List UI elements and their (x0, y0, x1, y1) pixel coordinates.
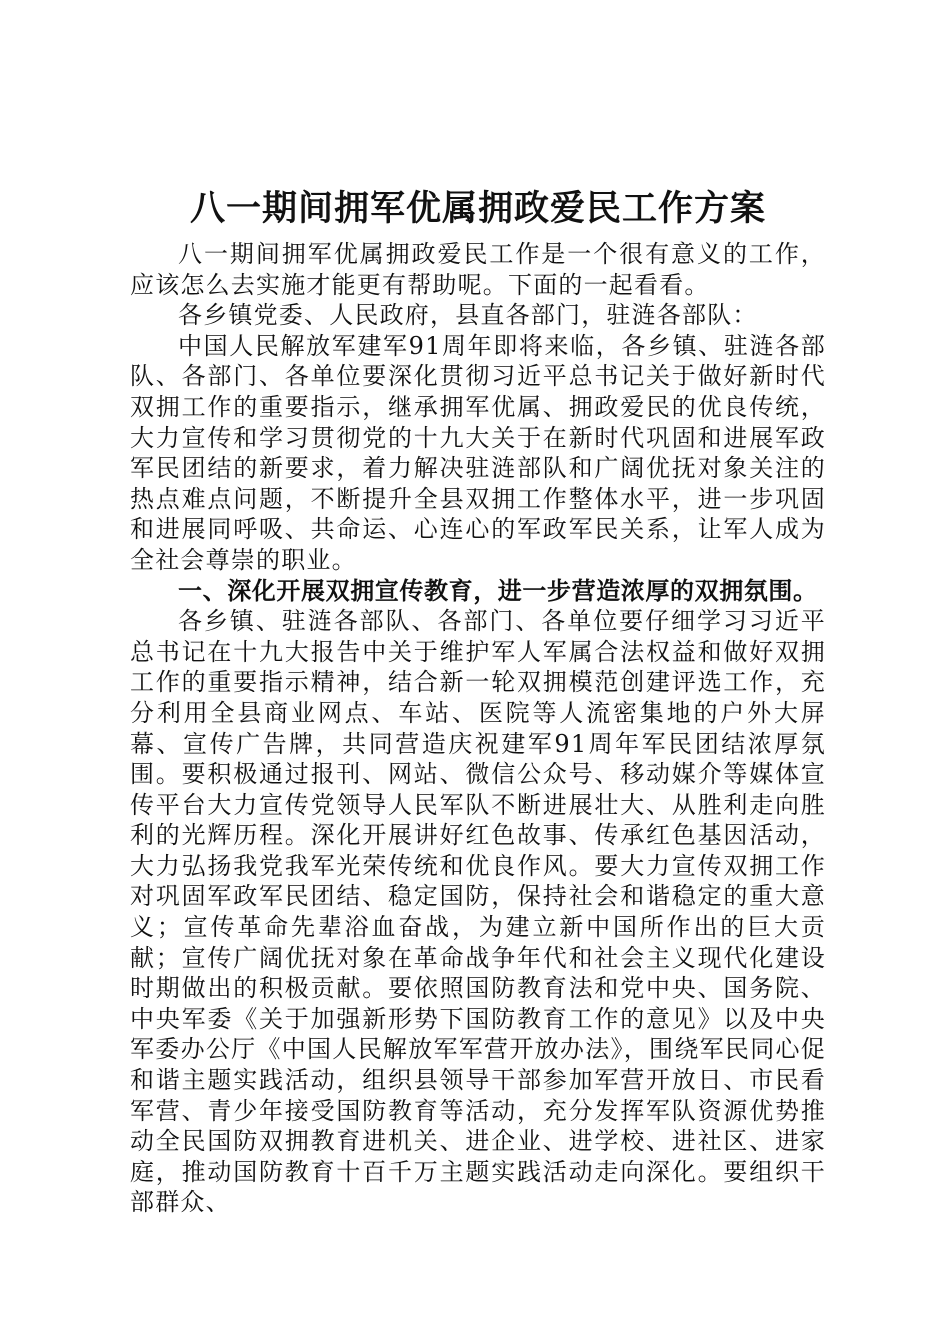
document-title: 八一期间拥军优属拥政爱民工作方案 (189, 188, 766, 229)
opening-paragraph: 中国人民解放军建军91周年即将来临，各乡镇、驻涟各部队、各部门、各单位要深化贯彻习近平总书记关于做好新时代双拥工作的重要指示，继承拥军优属、拥政爱民的优良传统，大力宣传和学习贯彻党的十九大关于在新时代巩固和进展军政军民团结的新要求，着力解决驻涟部队和广阔优抚对象关注的热点难点问题，不断提升全县双拥工作整体水平，进一步巩固和进展同呼吸、共命运、心连心的军政军民关系，让军人成为全社会尊崇的职业。 (130, 331, 826, 574)
section-1-paragraph: 各乡镇、驻涟各部队、各部门、各单位要仔细学习习近平总书记在十九大报告中关于维护军人军属合法权益和做好双拥工作的重要指示精神，结合新一轮双拥模范创建评选工作，充分利用全县商业网点、车站、医院等人流密集地的户外大屏幕、宣传广告牌，共同营造庆祝建军91周年军民团结浓厚氛围。要积极通过报刊、网站、微信公众号、移动媒介等媒体宣传平台大力宣传党领导人民军队不断进展壮大、从胜利走向胜利的光辉历程。深化开展讲好红色故事、传承红色基因活动，大力弘扬我党我军光荣传统和优良作风。要大力宣传双拥工作对巩固军政军民团结、稳定国防，保持社会和谐稳定的重大意义；宣传革命先辈浴血奋战，为建立新中国所作出的巨大贡献；宣传广阔优抚对象在革命战争年代和社会主义现代化建设时期做出的积极贡献。要依照国防教育法和党中央、国务院、中央军委《关于加强新形势下国防教育工作的意见》以及中央军委办公厅《中国人民解放军军营开放办法》，围绕军民同心促和谐主题实践活动，组织县领导干部参加军营开放日、市民看军营、青少年接受国防教育等活动，充分发挥军队资源优势推动全民国防双拥教育进机关、进企业、进学校、进社区、进家庭，推动国防教育十百千万主题实践活动走向深化。要组织干部群众、 (130, 607, 826, 1217)
section-1-heading: 一、深化开展双拥宣传教育，进一步营造浓厚的双拥氛围。 (178, 576, 818, 605)
document-body (130, 183, 826, 1218)
salutation-paragraph: 各乡镇党委、人民政府，县直各部门，驻涟各部队： (178, 301, 758, 330)
intro-paragraph: 八一期间拥军优属拥政爱民工作是一个很有意义的工作，应该怎么去实施才能更有帮助呢。下面的一起看看。 (130, 240, 826, 299)
